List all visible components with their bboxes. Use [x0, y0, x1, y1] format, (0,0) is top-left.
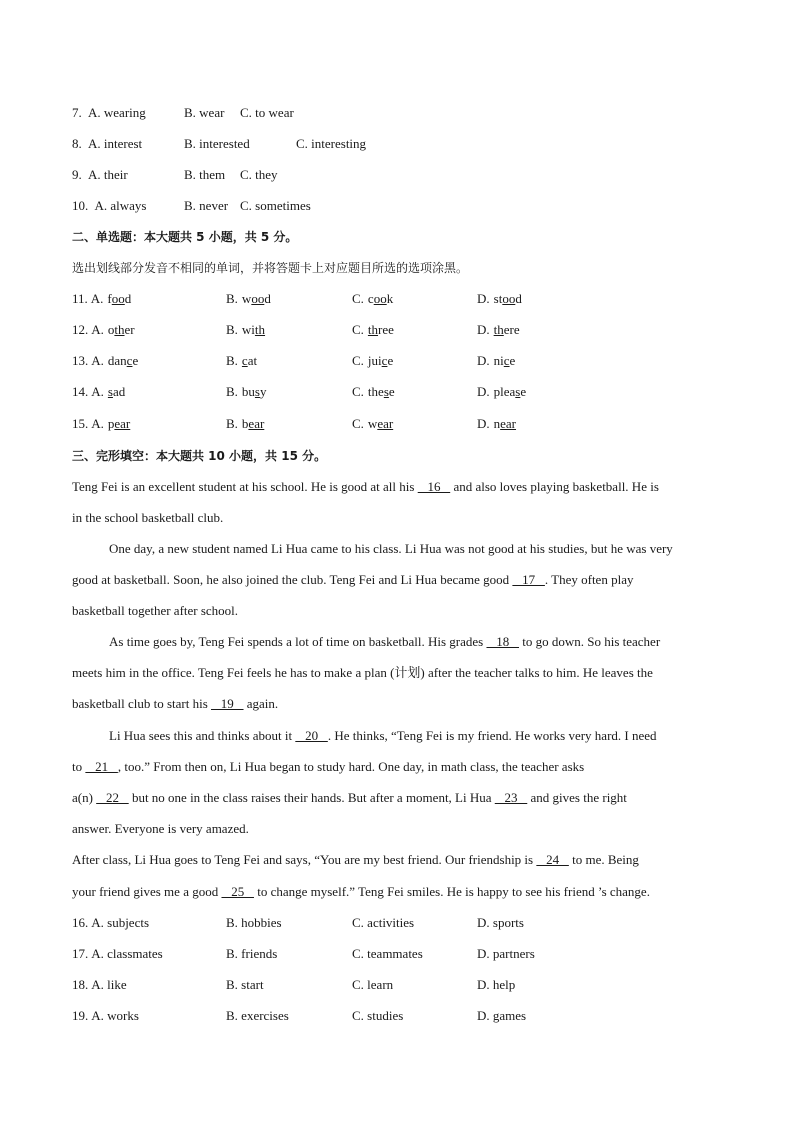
word-part: ni [493, 353, 504, 368]
option-c: C. to wear [240, 105, 294, 120]
option-c [352, 322, 394, 338]
passage-text: to change myself.” Teng Fei smiles. He is happy to see his friend ’s change. [253, 884, 650, 899]
option-a: A. interest [88, 136, 143, 151]
option-text: C. learn [352, 977, 394, 992]
option-letter: A. [91, 384, 104, 399]
option-text: C. activities [352, 915, 415, 930]
question-number: 14. [72, 384, 89, 399]
passage-line [72, 728, 657, 744]
passage-text: to [72, 759, 86, 774]
underlined-letters: th [367, 322, 379, 337]
option-text: C. studies [352, 1008, 404, 1023]
option-a [72, 291, 131, 307]
underlined-letters: c [503, 353, 510, 368]
passage-line [72, 572, 633, 588]
option-word [242, 416, 264, 431]
option-c [352, 946, 423, 962]
underlined-letters: s [254, 384, 260, 399]
option-word [368, 384, 395, 399]
word-part: ree [378, 322, 394, 337]
option-a [72, 322, 135, 338]
passage-text: , too.” From then on, Li Hua began to study hard. One day, in math class, the teacher asks [117, 759, 585, 774]
option-d [477, 915, 524, 931]
question-number: 13. [72, 353, 89, 368]
option-a: A. their [88, 167, 128, 182]
word-part: y [259, 384, 267, 399]
option-d [477, 946, 535, 962]
option-a [72, 384, 125, 400]
option-d [477, 416, 516, 432]
word-part: w [241, 291, 252, 306]
word-part: st [493, 291, 503, 306]
blank-18: 18 [486, 634, 519, 649]
option-letter: A. [91, 322, 104, 337]
section-2-instruction: 选出划线部分发音不相同的单词，并将答题卡上对应题目所选的选项涂黑。 [72, 261, 469, 275]
option-word [242, 322, 265, 337]
option-text: C. teammates [352, 946, 423, 961]
underlined-letters: c [381, 353, 388, 368]
underlined-letters: s [107, 384, 113, 399]
option-a [72, 1008, 139, 1024]
section-3-heading: 三、完形填空：本大题共 10 小题，共 15 分。 [72, 449, 327, 463]
option-b [226, 291, 271, 307]
option-c: C. sometimes [240, 198, 311, 213]
option-letter: C. [352, 353, 364, 368]
word-part: d [264, 291, 271, 306]
option-letter: A. [91, 416, 104, 431]
underlined-letters: ear [500, 416, 517, 431]
option-text: D. sports [477, 915, 524, 930]
question-number: 12. [72, 322, 89, 337]
word-part: b [241, 416, 249, 431]
passage-text: again. [243, 696, 279, 711]
word-part: e [388, 384, 395, 399]
option-word [494, 384, 527, 399]
option-c [352, 416, 393, 432]
blank-16: 16 [417, 479, 451, 494]
option-b: B. them [184, 167, 226, 182]
option-word [242, 384, 267, 399]
passage-line [72, 790, 627, 806]
passage-text: and gives the right [527, 790, 627, 805]
question-number: 9. [72, 167, 82, 182]
option-word [494, 416, 516, 431]
question-9 [72, 167, 278, 183]
word-part: k [386, 291, 394, 306]
question-number: 17. [72, 946, 89, 961]
blank-21: 21 [85, 759, 118, 774]
option-word [494, 322, 520, 337]
option-text: A. subjects [91, 915, 150, 930]
underlined-letters: ear [377, 416, 394, 431]
option-d [477, 353, 515, 369]
option-b [226, 977, 264, 993]
option-c [352, 977, 393, 993]
word-part: d [515, 291, 522, 306]
option-word [108, 353, 138, 368]
option-text: A. classmates [91, 946, 163, 961]
option-a: A. always [94, 198, 147, 213]
option-a: A. wearing [88, 105, 146, 120]
option-letter: B. [226, 291, 238, 306]
option-b [226, 1008, 289, 1024]
option-letter: B. [226, 322, 238, 337]
option-c [352, 915, 414, 931]
word-part: bu [241, 384, 255, 399]
word-part: e [132, 353, 139, 368]
passage-text: basketball club to start his [72, 696, 212, 711]
option-a [72, 353, 138, 369]
option-letter: C. [352, 322, 364, 337]
word-part: o [107, 322, 115, 337]
passage-text: to go down. So his teacher [518, 634, 661, 649]
word-part: wi [241, 322, 255, 337]
option-a [72, 416, 130, 432]
option-word [368, 416, 393, 431]
option-b: B. never [184, 198, 229, 213]
underlined-letters: oo [373, 291, 387, 306]
section-2-heading: 二、单选题：本大题共 5 小题，共 5 分。 [72, 230, 298, 244]
option-c [352, 353, 393, 369]
option-word [368, 322, 394, 337]
passage-line: basketball together after school. [72, 603, 239, 618]
option-c: C. they [240, 167, 278, 182]
word-part: ere [503, 322, 520, 337]
option-b: B. interested [184, 136, 250, 151]
blank-22: 22 [96, 790, 129, 805]
option-text: D. help [477, 977, 516, 992]
question-number: 7. [72, 105, 82, 120]
option-d [477, 291, 522, 307]
passage-text: . He thinks, “Teng Fei is my friend. He works very hard. I need [327, 728, 657, 743]
blank-20: 20 [295, 728, 328, 743]
word-part: e [520, 384, 527, 399]
option-b [226, 384, 266, 400]
word-part: jui [367, 353, 382, 368]
option-a [72, 946, 163, 962]
option-letter: D. [477, 416, 490, 431]
option-text: B. hobbies [226, 915, 282, 930]
option-d [477, 1008, 526, 1024]
passage-text: good at basketball. Soon, he also joined the club. Teng Fei and Li Hua became good [72, 572, 513, 587]
passage-text: and also loves playing basketball. He is [450, 479, 659, 494]
word-part: ad [112, 384, 126, 399]
passage-line: answer. Everyone is very amazed. [72, 821, 249, 836]
option-text: A. like [91, 977, 127, 992]
word-part: f [107, 291, 112, 306]
question-number: 8. [72, 136, 82, 151]
word-part: dan [107, 353, 127, 368]
option-text: B. start [226, 977, 264, 992]
underlined-letters: ear [248, 416, 265, 431]
blank-25: 25 [221, 884, 254, 899]
question-10 [72, 198, 311, 214]
passage-text: . They often play [544, 572, 634, 587]
underlined-letters: s [383, 384, 389, 399]
option-letter: C. [352, 291, 364, 306]
blank-23: 23 [494, 790, 528, 805]
question-8 [72, 136, 367, 152]
underlined-letters: th [254, 322, 266, 337]
question-number: 18. [72, 977, 89, 992]
underlined-letters: c [126, 353, 133, 368]
option-word [107, 291, 131, 306]
option-b: B. wear [184, 105, 225, 120]
option-letter: B. [226, 353, 238, 368]
word-part: p [107, 416, 115, 431]
passage-line [72, 634, 660, 650]
option-word [494, 291, 522, 306]
passage-text: to me. Being [568, 852, 639, 867]
option-letter: D. [477, 322, 490, 337]
option-letter: D. [477, 291, 490, 306]
word-part: d [124, 291, 132, 306]
passage-text: After class, Li Hua goes to Teng Fei and says, “You are my best friend. Our friendship is [72, 852, 537, 867]
option-letter: D. [477, 353, 490, 368]
option-b [226, 946, 277, 962]
option-word [108, 322, 135, 337]
passage-text: a(n) [72, 790, 97, 805]
option-c: C. interesting [296, 136, 367, 151]
word-part: er [124, 322, 135, 337]
underlined-letters: c [241, 353, 248, 368]
option-word [494, 353, 516, 368]
passage-line [72, 852, 639, 868]
option-d [477, 384, 526, 400]
option-word [368, 353, 393, 368]
option-letter: A. [90, 291, 104, 306]
passage-line [72, 884, 650, 900]
option-b [226, 915, 282, 931]
option-c [352, 1008, 403, 1024]
passage-line [72, 759, 584, 775]
word-part: the [367, 384, 384, 399]
option-text: B. exercises [226, 1008, 289, 1023]
option-text: A. works [91, 1008, 139, 1023]
blank-19: 19 [211, 696, 244, 711]
option-letter: C. [352, 416, 364, 431]
underlined-letters: oo [111, 291, 125, 306]
passage-text: your friend gives me a good [72, 884, 222, 899]
option-c [352, 384, 395, 400]
option-d [477, 322, 520, 338]
word-part: c [367, 291, 374, 306]
option-c [352, 291, 393, 307]
option-text: D. partners [477, 946, 535, 961]
passage-text: Li Hua sees this and thinks about it [109, 728, 296, 743]
question-number: 15. [72, 416, 89, 431]
passage-line: meets him in the office. Teng Fei feels he has to make a plan (计划) after the teacher talks to him. He leaves the [72, 665, 653, 680]
option-word [108, 384, 125, 399]
option-letter: A. [91, 353, 104, 368]
option-text: B. friends [226, 946, 278, 961]
word-part: n [493, 416, 501, 431]
underlined-letters: ear [114, 416, 131, 431]
option-b [226, 416, 264, 432]
question-number: 19. [72, 1008, 89, 1023]
question-number: 10. [72, 198, 89, 213]
underlined-letters: oo [502, 291, 516, 306]
word-part: w [367, 416, 378, 431]
word-part: e [509, 353, 516, 368]
passage-line: in the school basketball club. [72, 510, 224, 525]
option-a [72, 915, 149, 931]
blank-17: 17 [512, 572, 545, 587]
question-7 [72, 105, 294, 121]
passage-text: but no one in the class raises their hands. But after a moment, Li Hua [128, 790, 495, 805]
option-letter: C. [352, 384, 364, 399]
word-part: at [247, 353, 258, 368]
option-letter: B. [226, 416, 238, 431]
option-text: D. games [477, 1008, 527, 1023]
option-b [226, 353, 257, 369]
option-word [242, 291, 271, 306]
underlined-letters: th [493, 322, 504, 337]
option-a [72, 977, 127, 993]
passage-line [72, 696, 278, 712]
option-d [477, 977, 515, 993]
option-word [108, 416, 130, 431]
underlined-letters: oo [251, 291, 265, 306]
question-number: 11. [72, 291, 88, 306]
question-number: 16. [72, 915, 89, 930]
option-word [242, 353, 257, 368]
passage-text: As time goes by, Teng Fei spends a lot of time on basketball. His grades [109, 634, 487, 649]
passage-text: Teng Fei is an excellent student at his school. He is good at all his [72, 479, 418, 494]
option-b [226, 322, 265, 338]
option-letter: B. [226, 384, 238, 399]
word-part: plea [493, 384, 516, 399]
passage-line [72, 479, 659, 495]
word-part: e [387, 353, 394, 368]
option-word [368, 291, 393, 306]
blank-24: 24 [536, 852, 569, 867]
underlined-letters: s [515, 384, 521, 399]
underlined-letters: th [114, 322, 125, 337]
passage-line: One day, a new student named Li Hua came to his class. Li Hua was not good at his studies, but he was very [109, 541, 673, 556]
option-letter: D. [477, 384, 490, 399]
